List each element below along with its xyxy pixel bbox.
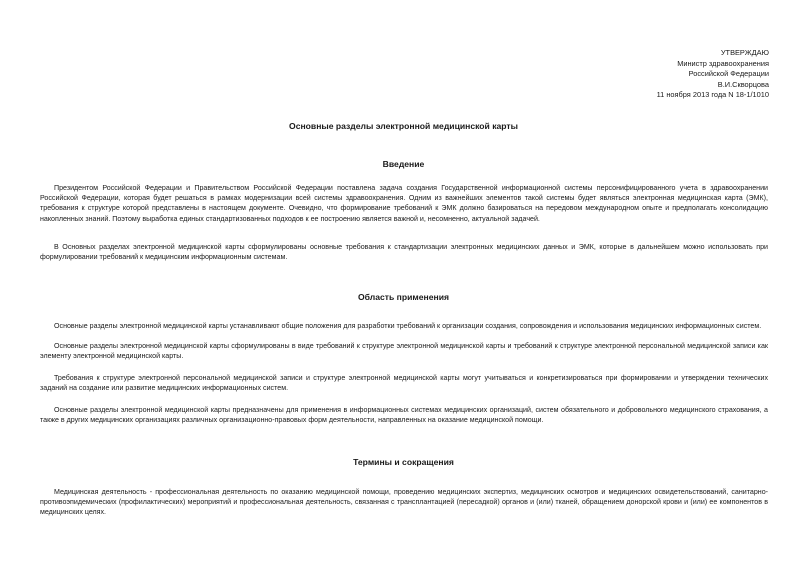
approval-label: УТВЕРЖДАЮ [720, 48, 769, 57]
approval-date-number: 11 ноября 2013 года N 18-1/1010 [656, 90, 769, 100]
scope-paragraph-3: Требования к структуре электронной персональной медицинской записи и структуре электронной медицинской карты могут учитываться и конкретизироваться при формировании и утверждении технических заданий на создание или развитие медицинских информационных систем. [40, 374, 768, 393]
approval-block [657, 48, 769, 101]
scope-paragraph-4: Основные разделы электронной медицинской карты предназначены для применения в информационных системах медицинских организаций, систем обязательного и добровольного медицинского страхования, а также в других медицинских организациях различных организационно-правовых форм деятельности, направленных на оказание медицинской помощи. [40, 406, 768, 425]
scope-paragraph-2: Основные разделы электронной медицинской карты сформулированы в виде требований к структуре электронной медицинской карты и требований к структуре электронной персональной медицинской записи как элементу электронной медицинской карты. [40, 342, 768, 361]
approver-organization: Российской Федерации [688, 69, 769, 79]
section-heading-intro: Введение [382, 159, 425, 169]
approver-name: В.И.Скворцова [717, 79, 769, 89]
intro-paragraph-1: Президентом Российской Федерации и Правительством Российской Федерации поставлена задача создания Государственной информационной системы персонифицированного учета в здравоохранении Российской Федерации, которая будет решаться в рамках модернизации всей системы здравоохранения. Одним из важнейших элементов такой системы будет являться электронная медицинская карта (ЭМК), требования к структуре которой представлены в настоящем документе. Очевидно, что формирование требований к ЭМК должно базироваться на передовом международном опыте и предполагать консолидацию накопленных знаний. Поэтому выработка единых стандартизованных подходов к ее построению является важной и, несомненно, актуальной задачей. [40, 184, 768, 223]
document-title: Основные разделы электронной медицинской карты [289, 121, 518, 131]
approver-position: Министр здравоохранения [677, 58, 769, 68]
section-heading-terms: Термины и сокращения [353, 457, 454, 467]
terms-paragraph-1: Медицинская деятельность - профессиональная деятельность по оказанию медицинской помощи, проведению медицинских экспертиз, медицинских осмотров и медицинских освидетельствований, санитарно-противоэпидемических (профилактических) мероприятий и профессиональная деятельность, связанная с трансплантацией (пересадкой) органов и (или) тканей, обращением донорской крови и (или) ее компонентов в медицинских целях. [40, 488, 768, 517]
intro-paragraph-2: В Основных разделах электронной медицинской карты сформулированы основные требования к стандартизации электронных медицинских данных и ЭМК, которые в дальнейшем можно использовать при формулировании требований к медицинским информационным системам. [40, 243, 768, 262]
scope-paragraph-1: Основные разделы электронной медицинской карты устанавливают общие положения для разработки требований к организации создания, сопровождения и использования медицинских информационных систем. [54, 322, 762, 330]
section-heading-scope: Область применения [358, 292, 449, 302]
